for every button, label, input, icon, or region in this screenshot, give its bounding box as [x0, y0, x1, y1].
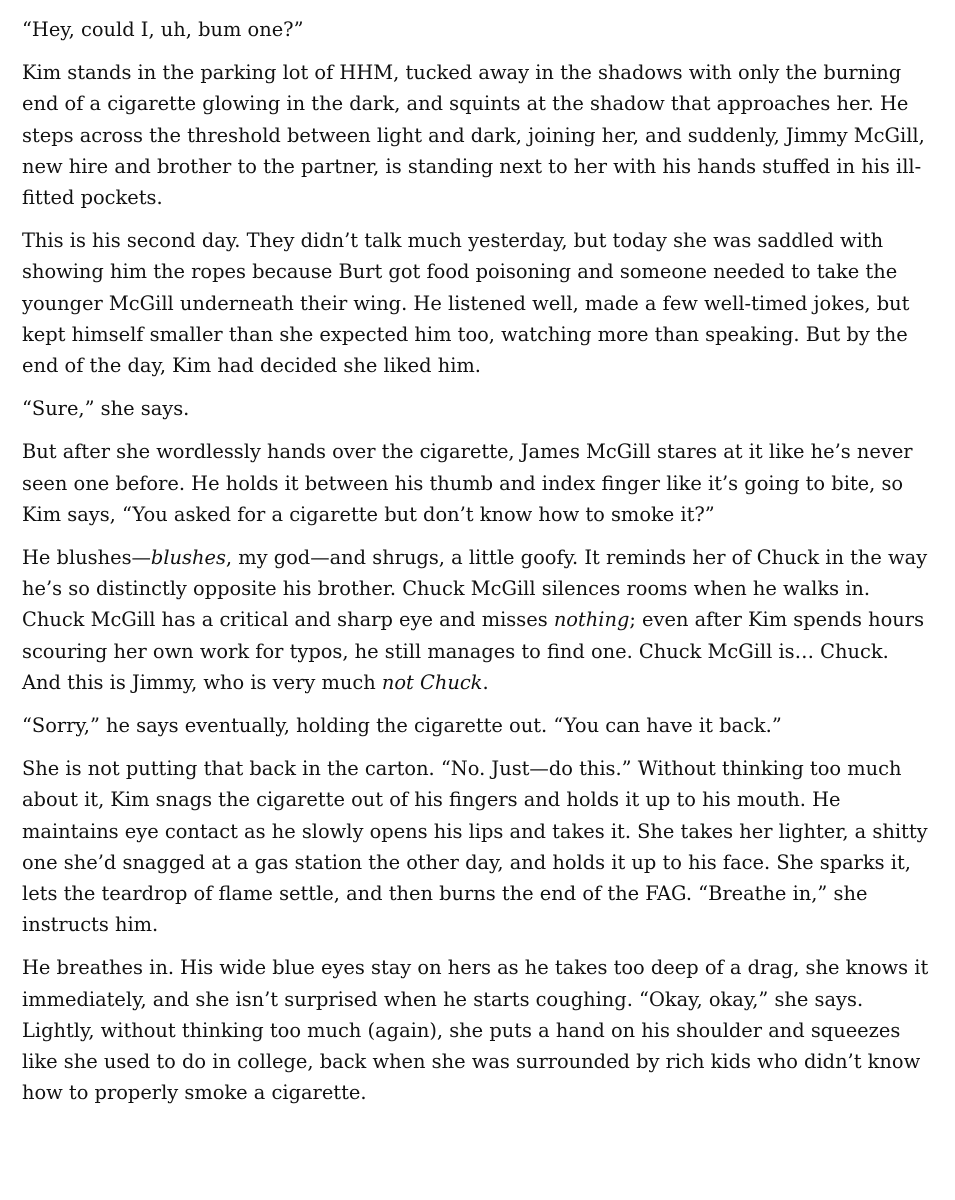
paragraph-1	[22, 14, 933, 45]
paragraph-text: “Sorry,” he says eventually, holding the cigarette out. “You can have it back.”	[22, 714, 782, 738]
paragraph-text: .	[482, 670, 489, 694]
paragraph-6	[22, 542, 933, 698]
paragraph-text: He blushes—	[22, 546, 151, 570]
paragraph-text: “Sure,” she says.	[22, 397, 190, 421]
paragraph-text: He breathes in. His wide blue eyes stay on hers as he takes too deep of a drag, she knows it immediately, and she isn’t surprised when he starts coughing. “Okay, okay,” she says. Lightly, without thinking too much (again), she puts a hand on his shoulder and squeezes like she used to do in college, back when she was surrounded by rich kids who didn’t know how to properly smoke a cigarette.	[22, 956, 929, 1105]
emphasis-not-chuck: not Chuck	[381, 670, 483, 694]
paragraph-text: But after she wordlessly hands over the cigarette, James McGill stares at it like he’s never seen one before. He holds it between his thumb and index finger like it’s going to bite, so Kim says, “You asked for a cigarette but don’t know how to smoke it?”	[22, 440, 913, 526]
emphasis-blushes: blushes	[150, 546, 226, 570]
paragraph-9	[22, 952, 933, 1108]
paragraph-text: This is his second day. They didn’t talk much yesterday, but today she was saddled with showing him the ropes because Burt got food poisoning and someone needed to take the younger McGill underneath their wing. He listened well, made a few well-timed jokes, but kept himself smaller than she expected him too, watching more than speaking. But by the end of the day, Kim had decided she liked him.	[22, 229, 910, 378]
paragraph-3	[22, 225, 933, 381]
paragraph-7	[22, 710, 933, 741]
paragraph-text: ; even after Kim spends hours scouring her own work for typos, he still manages to find one. Chuck McGill is… Chuck. And this is Jimmy, who is very much	[22, 608, 925, 694]
emphasis-nothing: nothing	[553, 608, 630, 632]
paragraph-text: , my god—and shrugs, a little goofy. It reminds her of Chuck in the way he’s so distinctly opposite his brother. Chuck McGill silences rooms when he walks in. Chuck McGill has a critical and sharp eye and misses	[22, 546, 928, 632]
paragraph-2	[22, 57, 933, 213]
paragraph-5	[22, 436, 933, 530]
paragraph-text: “Hey, could I, uh, bum one?”	[22, 18, 304, 41]
paragraph-4	[22, 393, 933, 424]
paragraph-text: She is not putting that back in the carton. “No. Just—do this.” Without thinking too much about it, Kim snags the cigarette out of his fingers and holds it up to his mouth. He maintains eye contact as he slowly opens his lips and takes it. She takes her lighter, a shitty one she’d snagged at a gas station the other day, and holds it up to his face. She sparks it, lets the teardrop of flame settle, and then burns the end of the FAG. “Breathe in,” she instructs him.	[22, 757, 928, 937]
paragraph-8	[22, 753, 933, 940]
paragraph-text: Kim stands in the parking lot of HHM, tucked away in the shadows with only the burning end of a cigarette glowing in the dark, and squints at the shadow that approaches her. He steps across the threshold between light and dark, joining her, and suddenly, Jimmy McGill, new hire and brother to the partner, is standing next to her with his hands stuffed in his ill-fitted pockets.	[22, 61, 925, 210]
